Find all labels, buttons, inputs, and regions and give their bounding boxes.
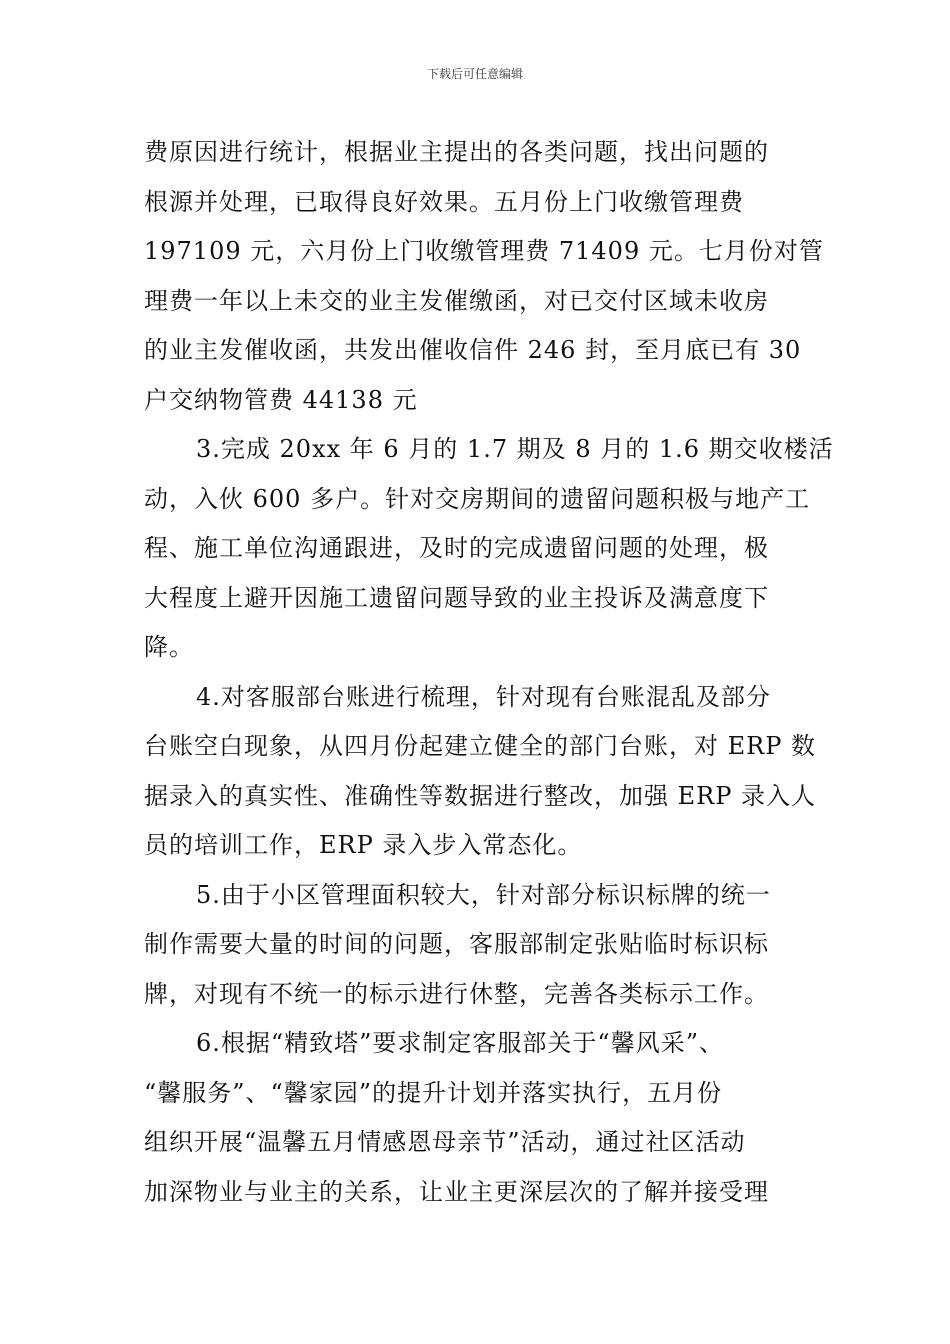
paragraph-fee-collection	[144, 128, 824, 425]
text-line: 理费一年以上未交的业主发催缴函，对已交付区域未收房	[144, 286, 769, 315]
text-line: 197109 元，六月份上门收缴管理费 71409 元。七月份对管	[144, 237, 824, 265]
paragraph-item-3	[144, 425, 834, 673]
text-line: 台账空白现象，从四月份起建立健全的部门台账，对 ERP 数	[144, 732, 816, 760]
text-line: 据录入的真实性、准确性等数据进行整改，加强 ERP 录入人	[144, 781, 816, 810]
paragraph-item-6	[144, 1019, 814, 1217]
text-line: 组织开展“温馨五月情感恩母亲节”活动，通过社区活动	[144, 1128, 746, 1156]
text-line: 的业主发催收函，共发出催收信件 246 封，至月底已有 30	[144, 336, 802, 364]
text-line: 员的培训工作，ERP 录入步入常态化。	[144, 831, 583, 859]
paragraph-item-4	[144, 673, 814, 871]
page-header: 下载后可任意编辑	[426, 67, 523, 81]
text-line: 5.由于小区管理面积较大，针对部分标识标牌的统一	[196, 880, 771, 909]
text-line: 3.完成 20xx 年 6 月的 1.7 期及 8 月的 1.6 期交收楼活	[196, 435, 834, 463]
text-line: 降。	[144, 633, 194, 661]
text-line: 6.根据“精致塔”要求制定客服部关于“馨风采”、	[196, 1029, 724, 1057]
document-body	[144, 128, 834, 1217]
text-line: “馨服务”、“馨家园”的提升计划并落实执行，五月份	[144, 1078, 723, 1107]
text-line: 4.对客服部台账进行梳理，针对现有台账混乱及部分	[196, 682, 771, 711]
text-line: 动，入伙 600 多户。针对交房期间的遗留问题积极与地产工	[144, 484, 811, 513]
text-line: 户交纳物管费 44138 元	[144, 385, 418, 414]
text-line: 制作需要大量的时间的问题，客服部制定张贴临时标识标	[144, 930, 769, 958]
text-line: 牌，对现有不统一的标示进行休整，完善各类标示工作。	[144, 979, 769, 1008]
text-line: 程、施工单位沟通跟进，及时的完成遗留问题的处理，极	[144, 534, 769, 562]
text-line: 根源并处理，已取得良好效果。五月份上门收缴管理费	[144, 187, 744, 216]
text-line: 费原因进行统计，根据业主提出的各类问题，找出问题的	[144, 138, 769, 166]
text-line: 加深物业与业主的关系，让业主更深层次的了解并接受理	[144, 1177, 769, 1206]
text-line: 大程度上避开因施工遗留问题导致的业主投诉及满意度下	[144, 583, 769, 612]
paragraph-item-5	[144, 871, 814, 1020]
